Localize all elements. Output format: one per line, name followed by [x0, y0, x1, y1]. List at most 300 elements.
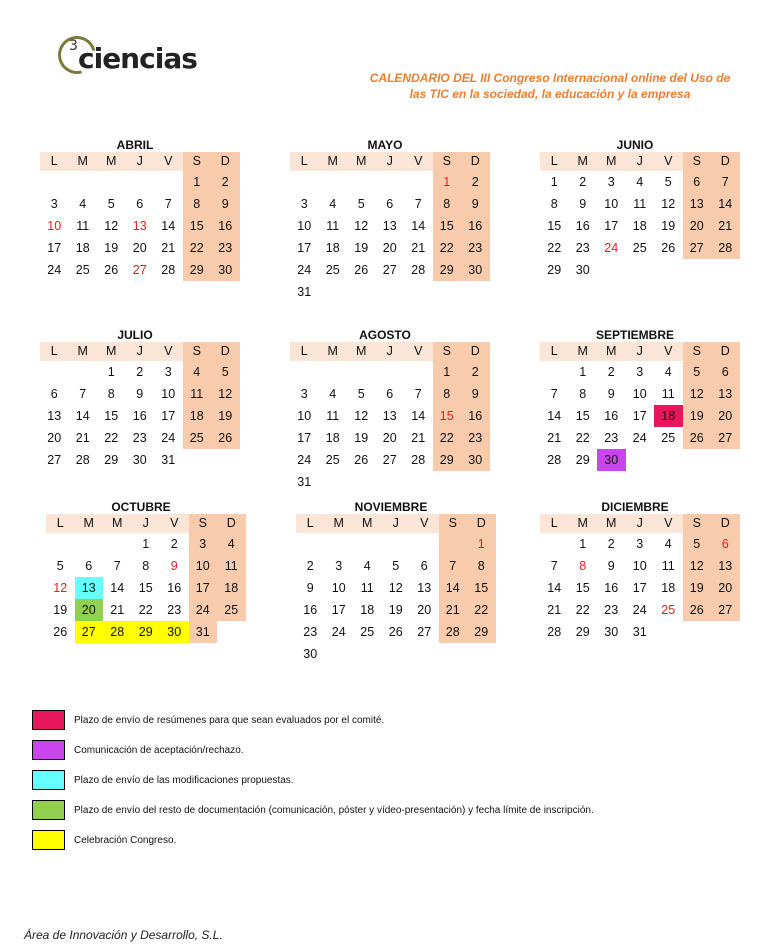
day-cell: 10 [297, 409, 312, 423]
day-cell: 30 [575, 263, 590, 277]
weekday-header: V [160, 514, 189, 533]
month-name [46, 500, 236, 514]
empty-cell [97, 171, 126, 193]
day-cell: 31 [632, 625, 647, 639]
day-cell: 5 [211, 361, 240, 383]
day-cell: 5 [107, 197, 115, 211]
day-cell: 7 [414, 197, 422, 211]
day-cell: 26 [683, 427, 712, 449]
month-abril [40, 138, 233, 281]
day-cell: 10 [331, 581, 346, 595]
weekday-header: L [540, 514, 569, 533]
day-cell: 13 [417, 581, 432, 595]
legend-label: Plazo de envío de las modificaciones propuestas. [74, 774, 294, 786]
day-cell: 4 [664, 365, 672, 379]
day-cell: 11 [661, 559, 675, 573]
weekday-header: D [711, 514, 740, 533]
day-cell: 23 [461, 237, 490, 259]
day-cell: 18 [183, 405, 212, 427]
weekday-header: D [461, 152, 490, 171]
month-name-text: JULIO [40, 328, 230, 343]
empty-cell [353, 643, 382, 665]
weekday-header: L [46, 514, 75, 533]
weekday-header: S [433, 152, 462, 171]
day-cell: 25 [632, 241, 647, 255]
month-grid [296, 514, 489, 665]
day-cell: 16 [211, 215, 240, 237]
day-cell: 28 [439, 621, 468, 643]
day-cell: 24 [161, 431, 176, 445]
day-cell: 22 [575, 431, 590, 445]
day-cell: 7 [79, 387, 87, 401]
empty-cell [711, 449, 740, 471]
weekday-header: M [347, 152, 376, 171]
day-cell: 16 [303, 603, 318, 617]
month-name [540, 138, 730, 152]
empty-cell [69, 361, 98, 383]
empty-cell [467, 643, 496, 665]
day-cell: 27 [132, 263, 147, 277]
month-name-text: ABRIL [40, 138, 230, 153]
day-cell: 22 [183, 237, 212, 259]
empty-cell [290, 171, 319, 193]
month-octubre [46, 500, 239, 643]
day-cell: 4 [183, 361, 212, 383]
day-cell: 29 [547, 263, 562, 277]
month-name-text: NOVIEMBRE [296, 500, 486, 515]
day-cell: 11 [633, 197, 647, 211]
day-cell: 9 [211, 193, 240, 215]
day-cell: 29 [575, 625, 590, 639]
day-cell: 4 [329, 387, 337, 401]
month-name-text: OCTUBRE [46, 500, 236, 515]
day-cell: 18 [661, 581, 676, 595]
day-cell: 3 [636, 537, 644, 551]
empty-cell [654, 621, 683, 643]
day-cell: 25 [360, 625, 375, 639]
day-cell: 20 [711, 577, 740, 599]
month-name-text: DICIEMBRE [540, 500, 730, 515]
weekday-header: V [154, 342, 183, 361]
day-cell: 29 [132, 621, 161, 643]
empty-cell [347, 171, 376, 193]
day-cell: 10 [604, 197, 619, 211]
empty-cell [69, 171, 98, 193]
weekday-header: V [404, 152, 433, 171]
empty-cell [183, 449, 212, 471]
day-cell: 25 [75, 263, 90, 277]
day-cell: 23 [461, 427, 490, 449]
day-cell: 20 [382, 431, 397, 445]
day-cell: 28 [161, 263, 176, 277]
legend-item [32, 740, 594, 760]
day-cell: 15 [547, 219, 562, 233]
day-cell: 20 [75, 599, 104, 621]
day-cell: 23 [604, 603, 619, 617]
weekday-header: S [439, 514, 468, 533]
weekday-header: J [382, 514, 411, 533]
day-cell: 25 [183, 427, 212, 449]
day-cell: 11 [326, 219, 340, 233]
day-cell: 23 [211, 237, 240, 259]
weekday-header: M [569, 342, 598, 361]
empty-cell [217, 621, 246, 643]
day-cell: 21 [711, 215, 740, 237]
month-name [540, 500, 730, 514]
day-cell: 6 [420, 559, 428, 573]
weekday-header: V [154, 152, 183, 171]
empty-cell [654, 259, 683, 281]
day-cell: 27 [417, 625, 432, 639]
empty-cell [376, 471, 405, 493]
day-cell: 11 [326, 409, 340, 423]
day-cell: 16 [461, 215, 490, 237]
weekday-header: L [290, 152, 319, 171]
weekday-header: D [217, 514, 246, 533]
day-cell: 29 [183, 259, 212, 281]
day-cell: 2 [607, 537, 615, 551]
day-cell: 9 [461, 383, 490, 405]
day-cell: 13 [711, 383, 740, 405]
day-cell: 23 [303, 625, 318, 639]
day-cell: 5 [683, 533, 712, 555]
day-cell: 6 [136, 197, 144, 211]
calendar-title [360, 70, 740, 102]
day-cell: 29 [433, 449, 462, 471]
empty-cell [319, 361, 348, 383]
day-cell: 17 [297, 241, 312, 255]
weekday-header: M [597, 152, 626, 171]
day-cell: 7 [711, 171, 740, 193]
day-cell: 10 [47, 219, 62, 233]
weekday-header: M [75, 514, 104, 533]
month-grid [540, 514, 733, 643]
day-cell: 8 [433, 383, 462, 405]
day-cell: 19 [354, 431, 369, 445]
day-cell: 14 [161, 219, 176, 233]
day-cell: 15 [138, 581, 153, 595]
day-cell: 10 [161, 387, 176, 401]
weekday-header: L [540, 342, 569, 361]
day-cell: 12 [388, 581, 403, 595]
empty-cell [376, 281, 405, 303]
weekday-header: J [376, 152, 405, 171]
day-cell: 27 [711, 599, 740, 621]
day-cell: 16 [461, 405, 490, 427]
day-cell: 14 [711, 193, 740, 215]
weekday-header: L [296, 514, 325, 533]
weekday-header: D [467, 514, 496, 533]
day-cell: 21 [411, 431, 426, 445]
month-name [540, 328, 730, 342]
day-cell: 8 [579, 559, 587, 573]
legend-item [32, 710, 594, 730]
day-cell: 8 [467, 555, 496, 577]
day-cell: 20 [417, 603, 432, 617]
day-cell: 12 [683, 383, 712, 405]
day-cell: 14 [439, 577, 468, 599]
empty-cell [626, 259, 655, 281]
weekday-header: M [597, 342, 626, 361]
day-cell: 8 [550, 197, 558, 211]
weekday-header: M [97, 342, 126, 361]
day-cell: 1 [579, 537, 587, 551]
weekday-header: S [183, 342, 212, 361]
month-noviembre [296, 500, 489, 665]
empty-cell [404, 471, 433, 493]
day-cell: 26 [211, 427, 240, 449]
day-cell: 6 [711, 533, 740, 555]
weekday-header: V [404, 342, 433, 361]
day-cell: 28 [547, 453, 562, 467]
empty-cell [376, 171, 405, 193]
empty-cell [296, 533, 325, 555]
empty-cell [540, 361, 569, 383]
day-cell: 26 [354, 453, 369, 467]
day-cell: 3 [607, 175, 615, 189]
weekday-header: V [410, 514, 439, 533]
empty-cell [290, 361, 319, 383]
day-cell: 15 [467, 577, 496, 599]
day-cell: 1 [183, 171, 212, 193]
weekday-header: M [569, 514, 598, 533]
day-cell: 2 [461, 171, 490, 193]
day-cell: 28 [103, 621, 132, 643]
day-cell: 14 [411, 409, 426, 423]
day-cell: 10 [632, 387, 647, 401]
day-cell: 29 [104, 453, 119, 467]
legend-label: Celebración Congreso. [74, 834, 177, 846]
day-cell: 13 [75, 577, 104, 599]
day-cell: 27 [683, 237, 712, 259]
day-cell: 22 [138, 603, 153, 617]
month-name-text: SEPTIEMBRE [540, 328, 730, 343]
month-agosto [290, 328, 483, 493]
empty-cell [347, 361, 376, 383]
day-cell: 2 [607, 365, 615, 379]
month-grid [46, 514, 239, 643]
day-cell: 17 [604, 219, 619, 233]
day-cell: 1 [142, 537, 150, 551]
day-cell: 27 [47, 453, 62, 467]
title-line-1: CALENDARIO DEL III Congreso Internacional online del Uso de [369, 71, 731, 85]
day-cell: 18 [654, 405, 683, 427]
day-cell: 12 [104, 219, 119, 233]
day-cell: 1 [433, 171, 462, 193]
day-cell: 11 [217, 555, 246, 577]
month-name [290, 138, 480, 152]
empty-cell [433, 281, 462, 303]
day-cell: 3 [164, 365, 172, 379]
month-julio [40, 328, 233, 471]
day-cell: 3 [636, 365, 644, 379]
weekday-header: M [347, 342, 376, 361]
day-cell: 24 [632, 603, 647, 617]
legend-label: Plazo de envío de resúmenes para que sean evaluados por el comité. [74, 714, 385, 726]
legend-swatch [32, 830, 65, 850]
weekday-header: V [654, 514, 683, 533]
month-name [296, 500, 486, 514]
day-cell: 25 [661, 431, 676, 445]
legend-label: Comunicación de aceptación/rechazo. [74, 744, 244, 756]
weekday-header: S [433, 342, 462, 361]
day-cell: 28 [547, 625, 562, 639]
day-cell: 1 [467, 533, 496, 555]
day-cell: 24 [47, 263, 62, 277]
weekday-header: S [189, 514, 218, 533]
day-cell: 28 [411, 263, 426, 277]
empty-cell [353, 533, 382, 555]
weekday-header: J [126, 152, 155, 171]
month-name-text: JUNIO [540, 138, 730, 153]
day-cell: 28 [411, 453, 426, 467]
empty-cell [154, 171, 183, 193]
weekday-header: D [461, 342, 490, 361]
title-line-2: las TIC en la sociedad, la educación y la empresa [409, 87, 691, 101]
month-grid [40, 342, 233, 471]
legend-swatch [32, 770, 65, 790]
day-cell: 2 [211, 171, 240, 193]
empty-cell [40, 171, 69, 193]
day-cell: 18 [217, 577, 246, 599]
empty-cell [325, 643, 354, 665]
day-cell: 7 [164, 197, 172, 211]
day-cell: 8 [433, 193, 462, 215]
day-cell: 19 [683, 577, 712, 599]
month-grid [540, 152, 733, 281]
legend-item [32, 770, 594, 790]
day-cell: 18 [360, 603, 375, 617]
day-cell: 6 [711, 361, 740, 383]
day-cell: 9 [136, 387, 144, 401]
day-cell: 2 [306, 559, 314, 573]
day-cell: 20 [382, 241, 397, 255]
empty-cell [410, 533, 439, 555]
day-cell: 2 [136, 365, 144, 379]
day-cell: 17 [189, 577, 218, 599]
day-cell: 9 [170, 559, 178, 573]
day-cell: 21 [75, 431, 90, 445]
day-cell: 22 [433, 237, 462, 259]
day-cell: 30 [211, 259, 240, 281]
day-cell: 30 [303, 647, 318, 661]
day-cell: 18 [325, 431, 340, 445]
legend-swatch [32, 740, 65, 760]
empty-cell [597, 259, 626, 281]
empty-cell [410, 643, 439, 665]
day-cell: 19 [354, 241, 369, 255]
day-cell: 31 [189, 621, 218, 643]
weekday-header: D [211, 342, 240, 361]
day-cell: 9 [306, 581, 314, 595]
day-cell: 12 [354, 219, 369, 233]
day-cell: 3 [189, 533, 218, 555]
day-cell: 21 [547, 431, 562, 445]
day-cell: 9 [461, 193, 490, 215]
day-cell: 15 [104, 409, 119, 423]
day-cell: 6 [85, 559, 93, 573]
day-cell: 14 [75, 409, 90, 423]
empty-cell [439, 643, 468, 665]
day-cell: 26 [683, 599, 712, 621]
day-cell: 24 [331, 625, 346, 639]
day-cell: 16 [167, 581, 182, 595]
day-cell: 19 [104, 241, 119, 255]
day-cell: 3 [335, 559, 343, 573]
day-cell: 15 [575, 409, 590, 423]
day-cell: 24 [632, 431, 647, 445]
day-cell: 17 [161, 409, 176, 423]
day-cell: 17 [297, 431, 312, 445]
day-cell: 23 [575, 241, 590, 255]
empty-cell [404, 171, 433, 193]
day-cell: 2 [170, 537, 178, 551]
legend-swatch [32, 800, 65, 820]
day-cell: 13 [382, 409, 397, 423]
weekday-header: S [683, 514, 712, 533]
day-cell: 16 [575, 219, 590, 233]
day-cell: 29 [575, 453, 590, 467]
weekday-header: J [126, 342, 155, 361]
month-name [290, 328, 480, 342]
day-cell: 28 [75, 453, 90, 467]
empty-cell [376, 361, 405, 383]
day-cell: 25 [325, 263, 340, 277]
day-cell: 12 [683, 555, 712, 577]
empty-cell [404, 281, 433, 303]
day-cell: 20 [711, 405, 740, 427]
day-cell: 25 [217, 599, 246, 621]
day-cell: 26 [354, 263, 369, 277]
month-junio [540, 138, 733, 281]
empty-cell [211, 449, 240, 471]
day-cell: 13 [132, 219, 147, 233]
weekday-header: M [97, 152, 126, 171]
month-name [40, 328, 230, 342]
weekday-header: L [290, 342, 319, 361]
empty-cell [319, 471, 348, 493]
day-cell: 14 [547, 581, 562, 595]
day-cell: 21 [161, 241, 176, 255]
day-cell: 27 [382, 453, 397, 467]
empty-cell [382, 533, 411, 555]
day-cell: 17 [632, 409, 647, 423]
day-cell: 1 [550, 175, 558, 189]
day-cell: 14 [547, 409, 562, 423]
empty-cell [319, 281, 348, 303]
day-cell: 21 [411, 241, 426, 255]
day-cell: 17 [632, 581, 647, 595]
day-cell: 12 [354, 409, 369, 423]
month-mayo [290, 138, 483, 303]
weekday-header: V [654, 152, 683, 171]
day-cell: 26 [104, 263, 119, 277]
empty-cell [433, 471, 462, 493]
weekday-header: V [654, 342, 683, 361]
day-cell: 30 [461, 259, 490, 281]
day-cell: 2 [579, 175, 587, 189]
day-cell: 12 [211, 383, 240, 405]
day-cell: 1 [433, 361, 462, 383]
day-cell: 19 [683, 405, 712, 427]
empty-cell [347, 281, 376, 303]
day-cell: 31 [161, 453, 176, 467]
day-cell: 22 [547, 241, 562, 255]
day-cell: 1 [579, 365, 587, 379]
day-cell: 15 [433, 405, 462, 427]
day-cell: 25 [661, 603, 676, 617]
day-cell: 7 [439, 555, 468, 577]
